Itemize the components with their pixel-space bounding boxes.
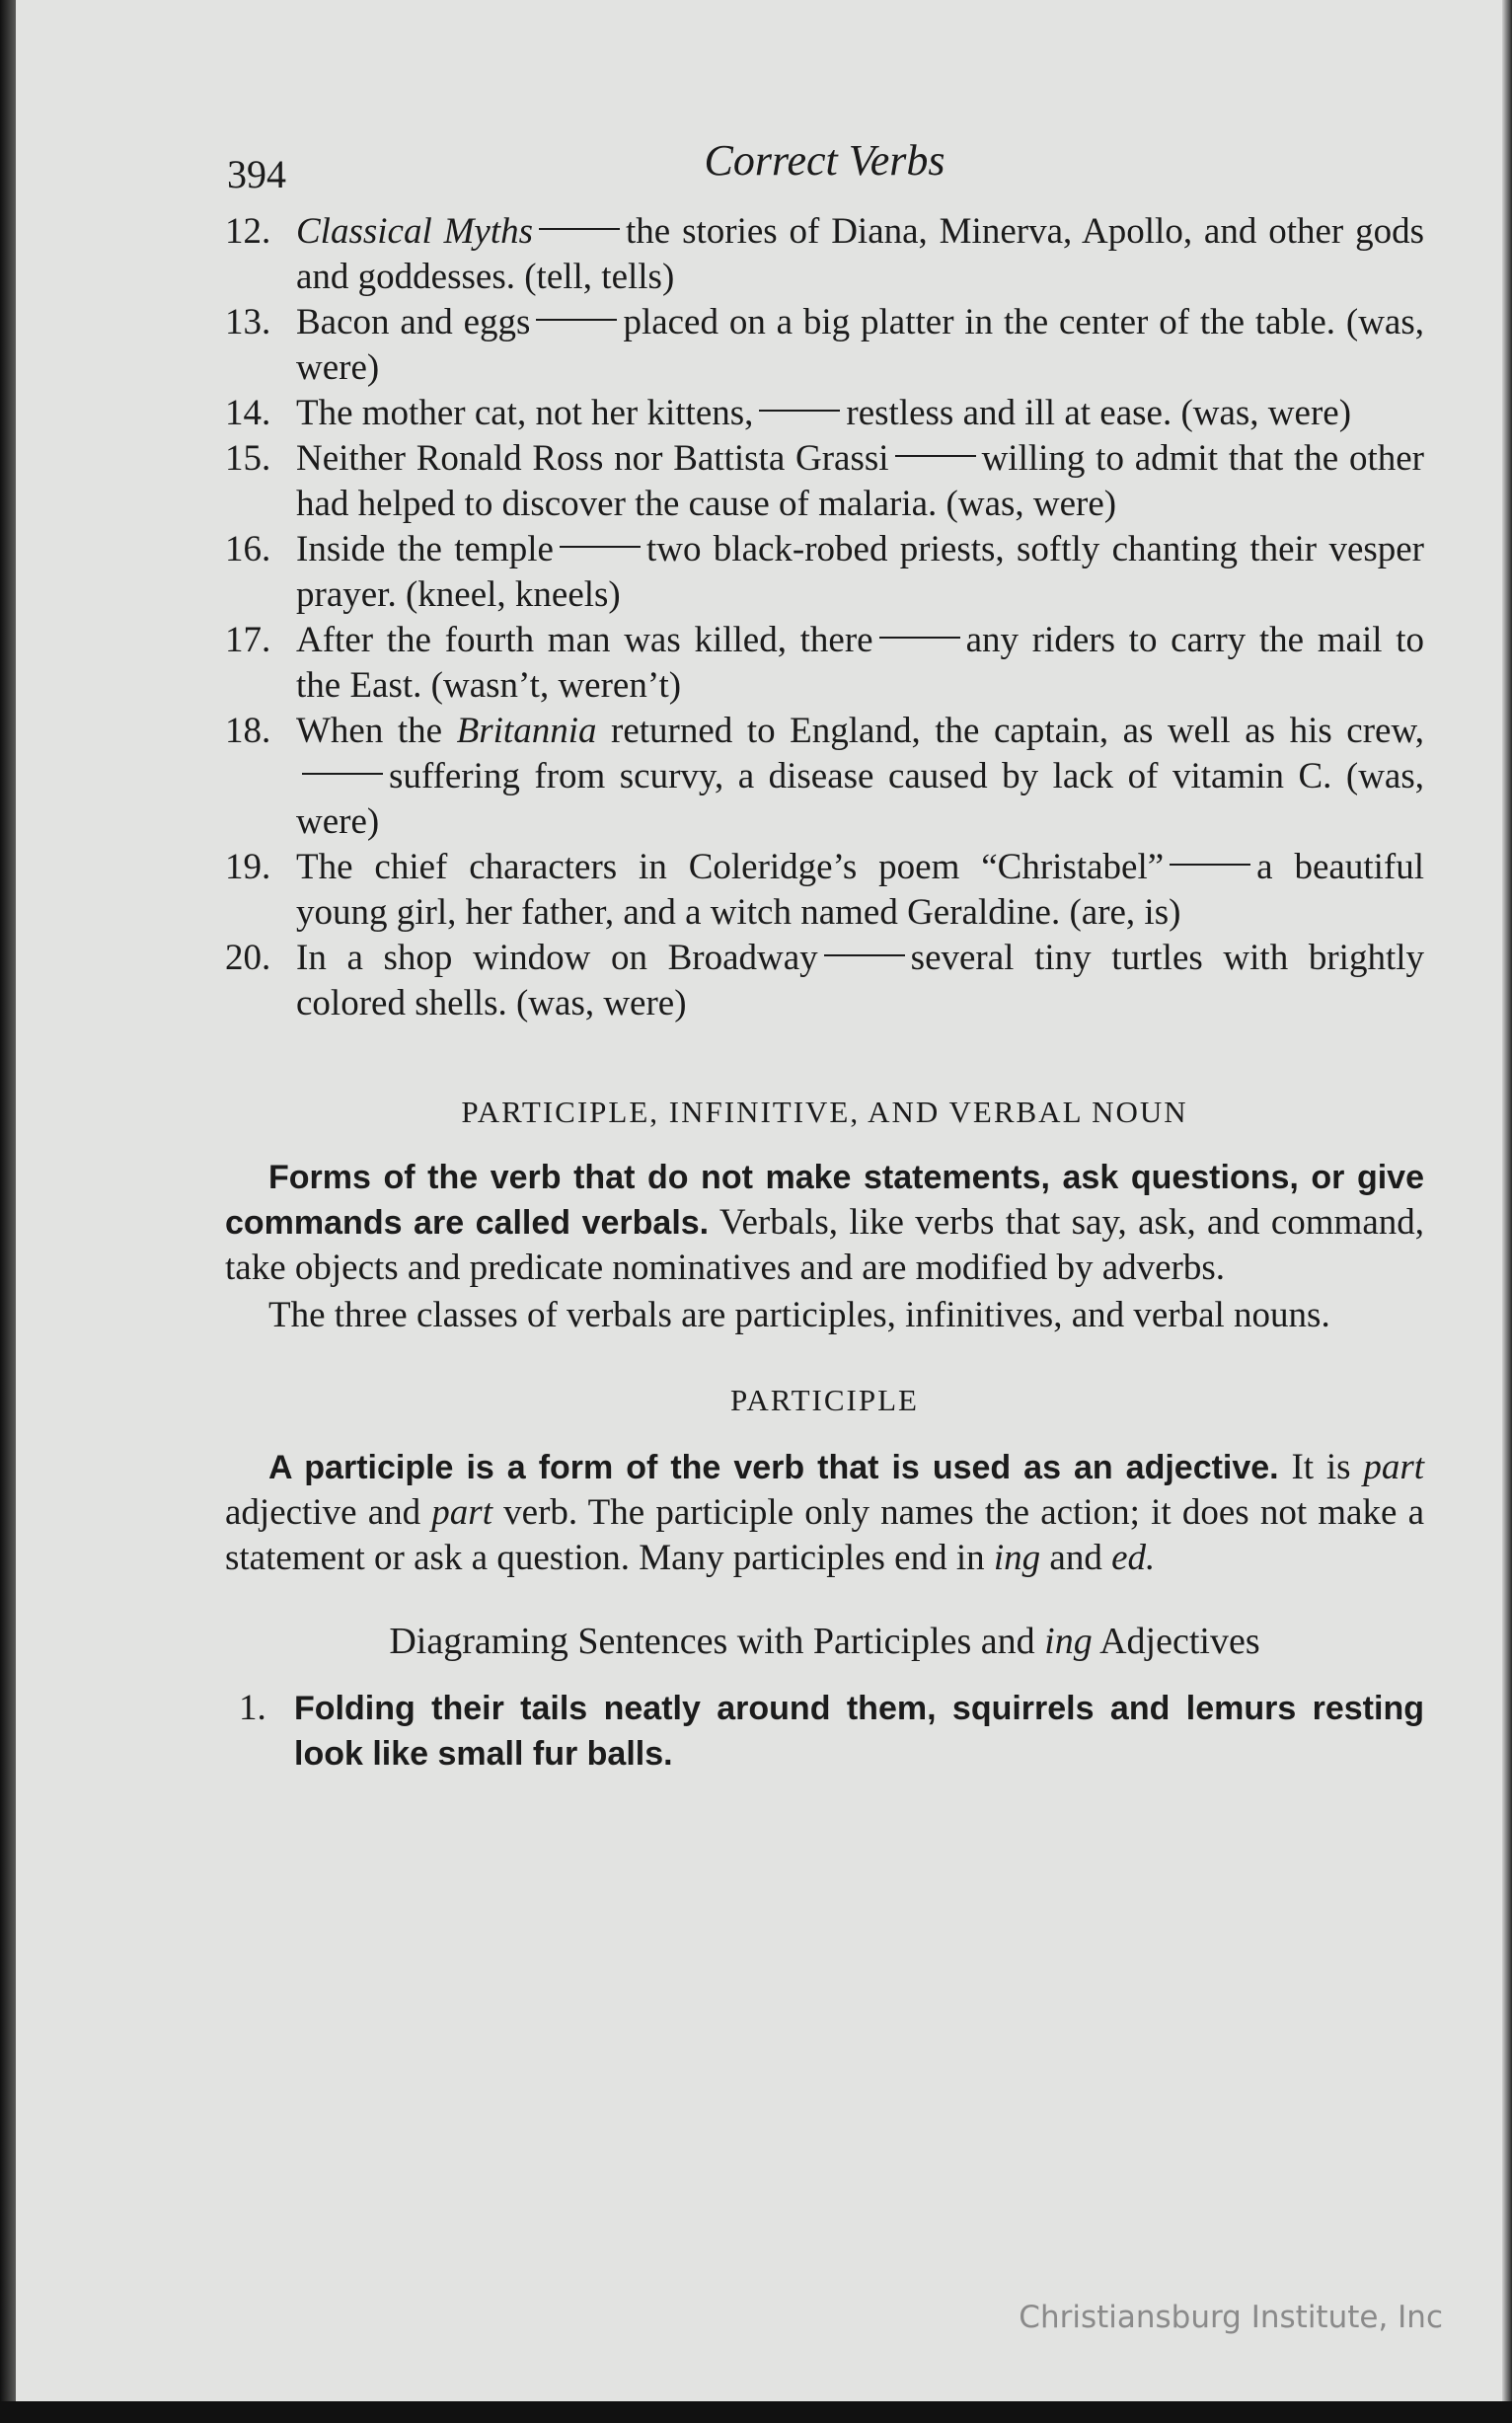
answer-blank	[879, 637, 960, 639]
answer-blank	[1170, 864, 1250, 866]
exercise-item-16: 16. Inside the temple two black-robed priests, softly chanting their vesper prayer. (kneel, kneels)	[225, 529, 1425, 615]
paragraph-verbal-classes: The three classes of verbals are participles, infinitives, and verbal nouns.	[268, 1295, 1330, 1335]
section-heading-verbals: PARTICIPLE, INFINITIVE, AND VERBAL NOUN	[461, 1095, 1188, 1129]
page-number: 394	[227, 152, 286, 196]
scan-bottom-edge	[0, 2401, 1512, 2423]
section-heading-participle: PARTICIPLE	[730, 1383, 919, 1417]
page-spine-shadow	[0, 0, 16, 2423]
diagram-item-1: 1. Folding their tails neatly around them, squirrels and lemurs resting look like small fur balls.	[239, 1688, 1424, 1773]
paragraph-participle-definition: A participle is a form of the verb that is used as an adjective. It is part adjective and part verb. The participle only names the action; it does not make a statement or ask a question. Many participles end in ing and ed.	[225, 1447, 1425, 1578]
answer-blank	[895, 455, 976, 457]
paragraph-verbals-definition: Forms of the verb that do not make statements, ask questions, or give commands are called verbals. Verbals, like verbs that say, ask, and command, take objects and predicate nominatives and are modified by adverbs.	[225, 1159, 1424, 1288]
exercise-item-13: 13. Bacon and eggs placed on a big platter in the center of the table. (was, were)	[225, 302, 1424, 388]
exercise-item-17: 17. After the fourth man was killed, there any riders to carry the mail to the East. (wasn’t, weren’t)	[225, 620, 1424, 706]
watermark-text: Christiansburg Institute, Inc	[1019, 2300, 1443, 2335]
answer-blank	[302, 773, 383, 775]
page-content	[225, 138, 1424, 1777]
answer-blank	[759, 410, 840, 412]
exercise-item-15: 15. Neither Ronald Ross nor Battista Grassi willing to admit that the other had helped to discover the cause of malaria. (was, were)	[225, 438, 1424, 524]
running-title: Correct Verbs	[704, 136, 945, 185]
answer-blank	[536, 319, 617, 321]
exercise-item-18: 18. When the Britannia returned to England, the captain, as well as his crew,suffering from scurvy, a disease caused by lack of vitamin C. (was, were)	[225, 711, 1425, 842]
page-header	[225, 138, 1424, 209]
page-edge-shadow	[1502, 0, 1512, 2423]
answer-blank	[824, 954, 905, 956]
answer-blank	[560, 546, 641, 548]
answer-blank	[539, 228, 620, 230]
exercise-item-20: 20. In a shop window on Broadway several tiny turtles with brightly colored shells. (was, were)	[225, 938, 1425, 1023]
exercise-item-12: 12. Classical Myths the stories of Diana, Minerva, Apollo, and other gods and goddesses. (tell, tells)	[225, 211, 1424, 297]
exercise-item-14: 14. The mother cat, not her kittens, restless and ill at ease. (was, were)	[225, 393, 1352, 433]
subheading-diagraming: Diagraming Sentences with Participles and ing Adjectives	[389, 1621, 1260, 1662]
exercise-item-19: 19. The chief characters in Coleridge’s poem “Christabel” a beautiful young girl, her father, and a witch named Geraldine. (are, is)	[225, 847, 1424, 933]
